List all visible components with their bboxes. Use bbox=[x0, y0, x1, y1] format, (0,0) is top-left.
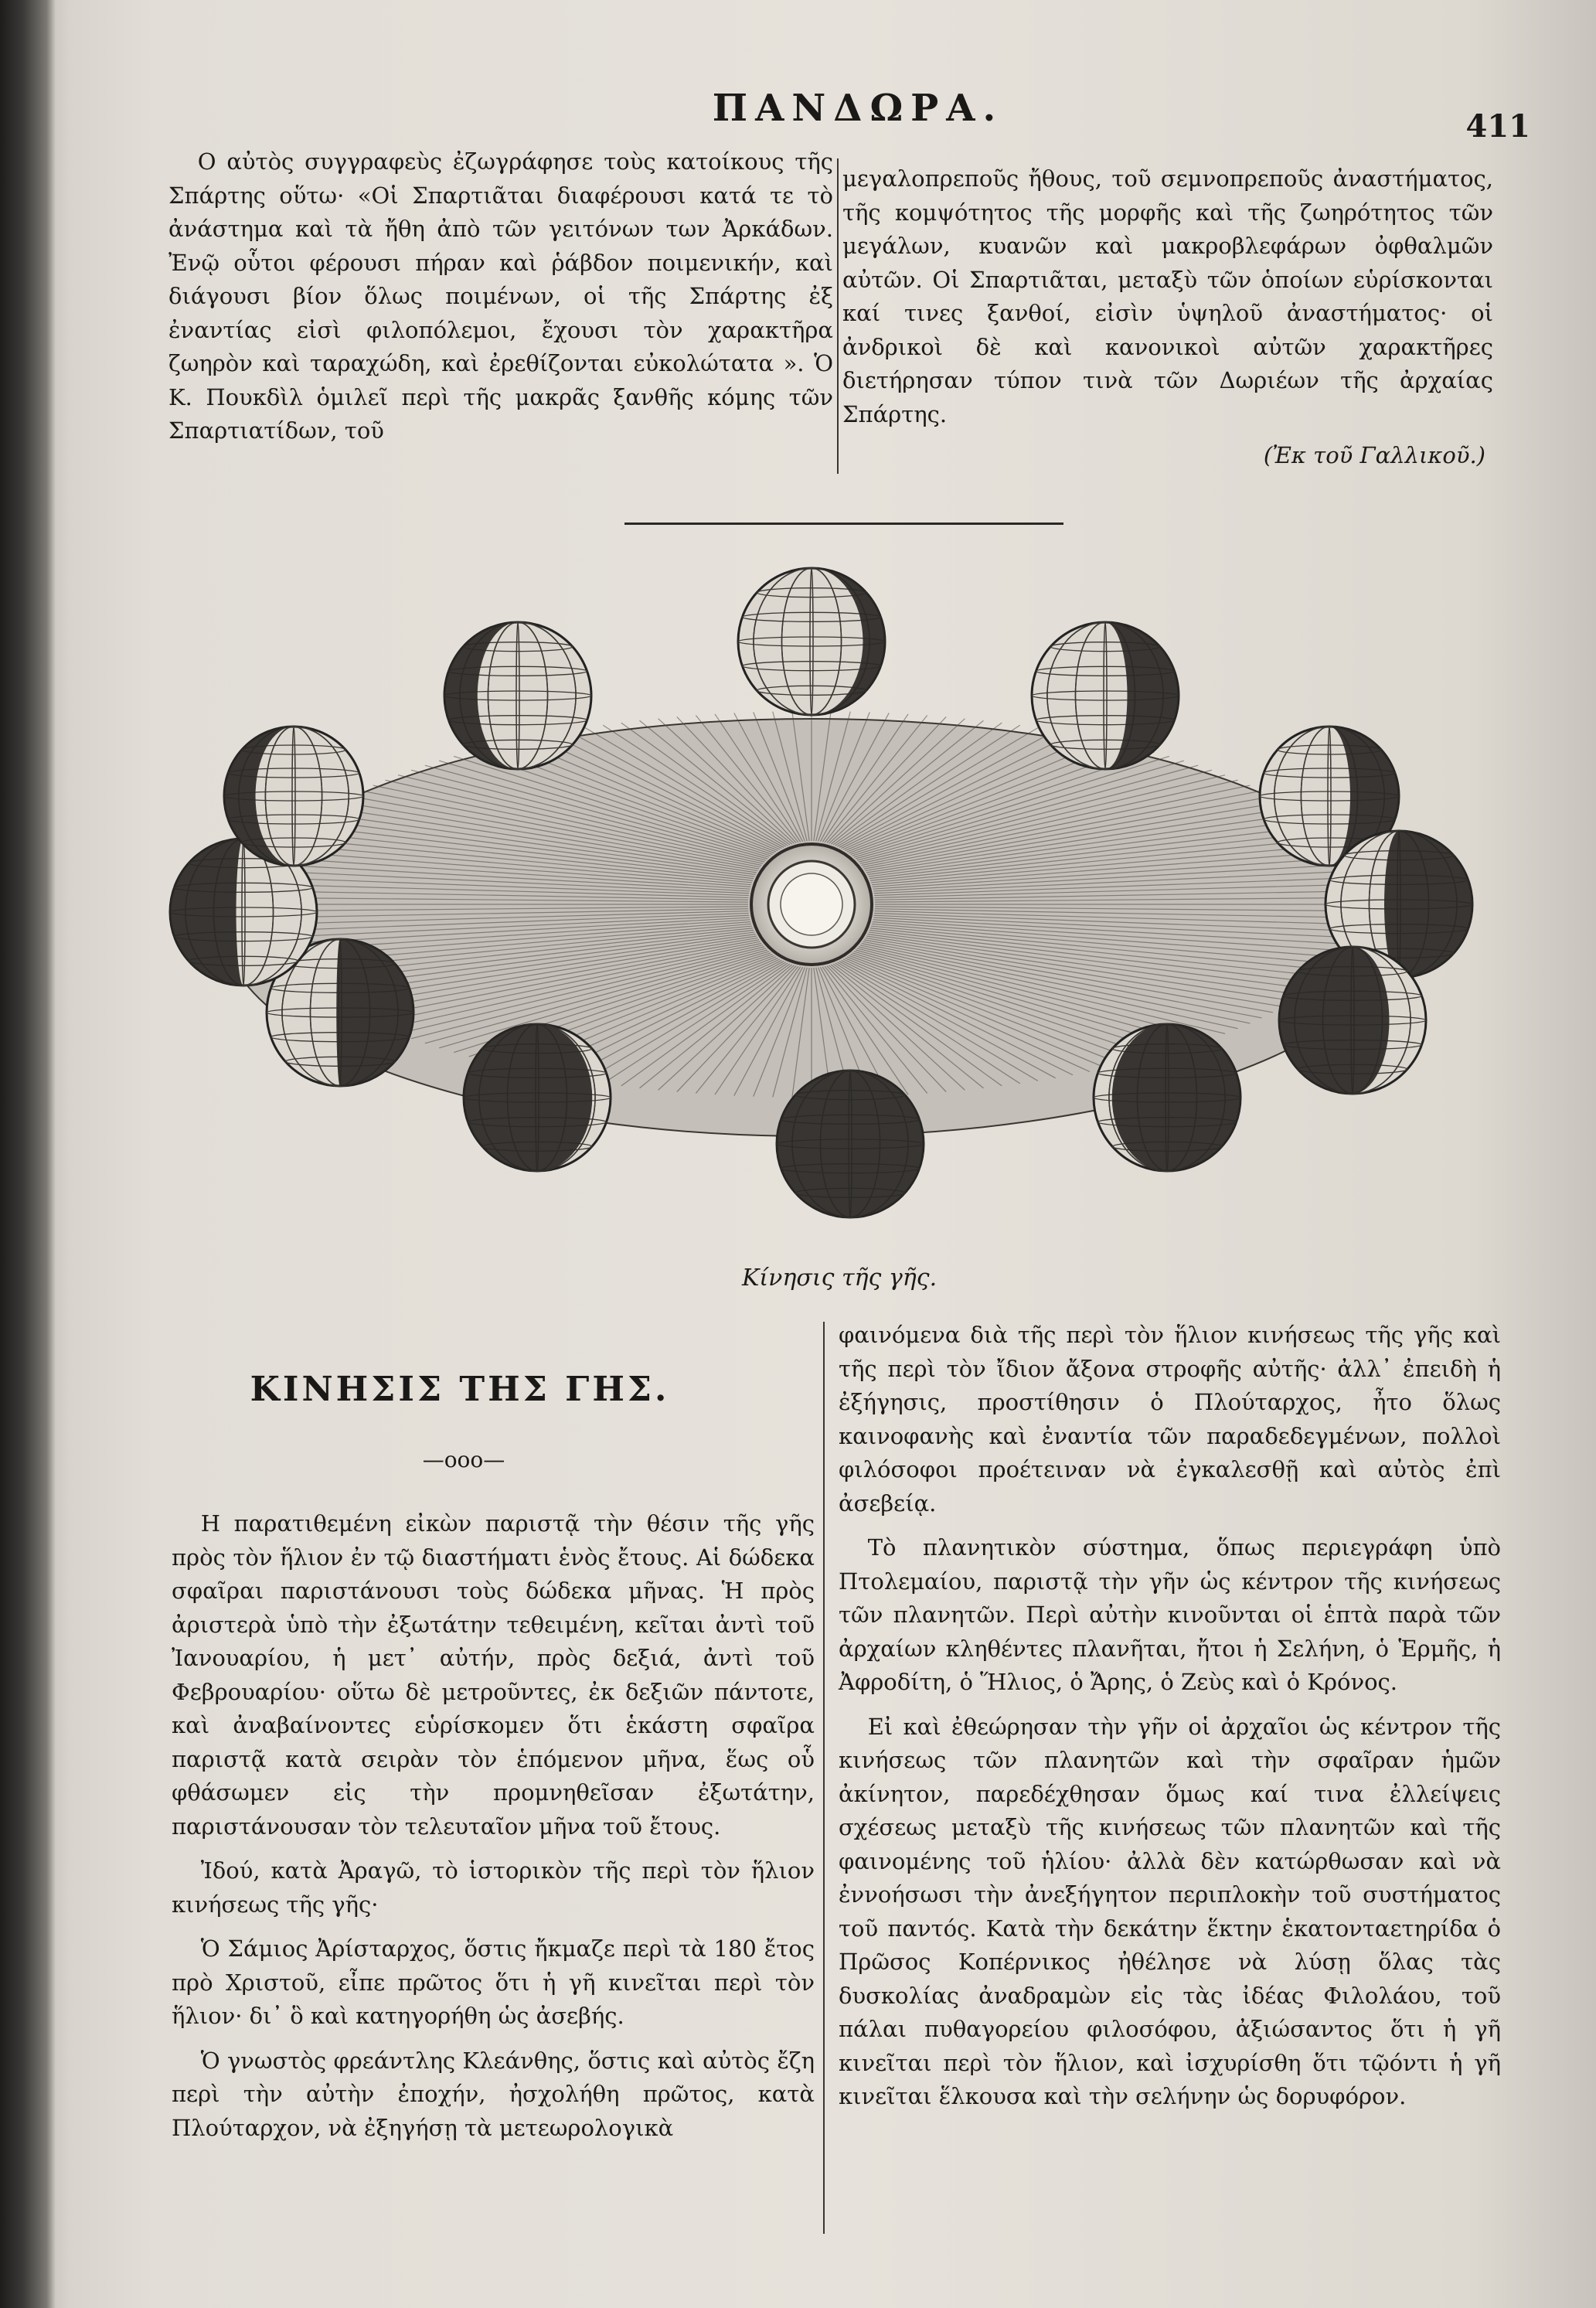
bottom-right-paragraph-3: Εἰ καὶ ἐθεώρησαν τὴν γῆν οἱ ἀρχαῖοι ὡς κέντρον τῆς κινήσεως τῶν πλανητῶν καὶ τὴν σφαῖραν ἡμῶν ἀκίνητον, παρεδέχθησαν ὅμως καί τινα ἐλλείψεις σχέσεως μεταξὺ τῆς κινήσεως τῶν πλανητῶν καὶ τῆς φαινομένης τοῦ ἡλίου· ἀλλὰ δὲν κατώρθωσαν καὶ νὰ ἐννοήσωσι τὴν ἀνεξήγητον περιπλοκὴν τοῦ συστήματος τοῦ παντός. Κατὰ τὴν δεκάτην ἕκτην ἑκατονταετηρίδα ὁ Πρῶσος Κοπέρνικος ἠθέλησε νὰ λύσῃ ὅλας τὰς δυσκολίας ἀναδραμὼν εἰς τὰς ἰδέας Φιλολάου, τοῦ πάλαι πυθαγορείου φιλοσόφου, ἀξιώσαντος ὅτι ἡ γῆ κινεῖται περὶ τὸν ἥλιον, καὶ ἰσχυρίσθη ὅτι τῷόντι ἡ γῆ κινεῖται ἕλκουσα καὶ τὴν σελήνην ὡς δορυφόρον. bbox=[839, 1713, 1501, 2109]
globe-shadow bbox=[1384, 831, 1472, 978]
bottom-left-column bbox=[172, 1507, 815, 2145]
source-attribution: (Ἐκ τοῦ Γαλλικοῦ.) bbox=[1263, 442, 1485, 468]
section-heading: ΚΙΝΗΣΙΣ ΤΗΣ ΓΗΣ. bbox=[250, 1370, 670, 1409]
earth-globe bbox=[777, 1071, 924, 1217]
bottom-left-paragraph-1: Η παρατιθεμένη εἰκὼν παριστᾷ τὴν θέσιν τῆς γῆς πρὸς τὸν ἥλιον ἐν τῷ διαστήματι ἑνὸς ἔτους. Αἱ δώδεκα σφαῖραι παριστάνουσι τοὺς δώδεκα μῆνας. Ἡ πρὸς ἀριστερὰ ὑπὸ τὴν ἐξωτάτην τεθειμένη, κεῖται ἀντὶ τοῦ Ἰανουαρίου, ἡ μετ᾽ αὐτήν, πρὸς δεξιά, ἀντὶ τοῦ Φεβρουαρίου· οὕτω δὲ μετροῦντες, ἐκ δεξιῶν πάντοτε, καὶ ἀναβαίνοντες εὑρίσκομεν ὅτι ἑκάστη σφαῖρα παριστᾷ κατὰ σειρὰν τὸν ἑπόμενον μῆνα, ἕως οὗ φθάσωμεν εἰς τὴν προμνηθεῖσαν ἐξωτάτην, παριστάνουσαν τὸν τελευταῖον μῆνα τοῦ ἔτους. bbox=[172, 1510, 815, 1840]
earth-globe bbox=[444, 622, 591, 769]
column-divider-top bbox=[837, 158, 839, 474]
earth-globe bbox=[1032, 622, 1179, 769]
top-left-paragraph: Ο αὐτὸς συγγραφεὺς ἐζωγράφησε τοὺς κατοίκους τῆς Σπάρτης οὕτω· «Οἱ Σπαρτιᾶται διαφέρουσι κατά τε τὸ ἀνάστημα καὶ τὰ ἤθη ἀπὸ τῶν γειτόνων των Ἀρκάδων. Ἐνῷ οὗτοι φέρουσι πήραν καὶ ῥάβδον ποιμενικήν, καὶ διάγουσι βίον ὅλως ποιμένων, οἱ τῆς Σπάρτης ἐξ ἐναντίας εἰσὶ φιλοπόλεμοι, ἔχουσι τὸν χαρακτῆρα ζωηρὸν καὶ ταραχώδη, καὶ ἐρεθίζονται εὐκολώτατα ». Ὁ Κ. Πουκδὶλ ὁμιλεῖ περὶ τῆς μακρᾶς ξανθῆς κόμης τῶν Σπαρτιατίδων, τοῦ bbox=[168, 148, 833, 444]
earth-globe bbox=[738, 568, 885, 715]
bottom-left-paragraph-3: Ὁ Σάμιος Ἀρίσταρχος, ὅστις ἤκμαζε περὶ τὰ 180 ἔτος πρὸ Χριστοῦ, εἶπε πρῶτος ὅτι ἡ γῆ κινεῖται περὶ τὸν ἥλιον· δι᾽ ὃ καὶ κατηγορήθη ὡς ἀσεβής. bbox=[172, 1935, 815, 2029]
sun-core bbox=[781, 873, 842, 935]
earth-globe bbox=[464, 1024, 611, 1171]
earth-orbit-illustration bbox=[116, 541, 1507, 1314]
bottom-right-paragraph-2: Τὸ πλανητικὸν σύστημα, ὅπως περιεγράφη ὑπὸ Πτολεμαίου, παριστᾷ τὴν γῆν ὡς κέντρον τῆς κινήσεως τῶν πλανητῶν. Περὶ αὐτὴν κινοῦνται οἱ ἑπτὰ παρὰ τῶν ἀρχαίων κληθέντες πλανῆται, ἤτοι ἡ Σελήνη, ὁ Ἑρμῆς, ἡ Ἀφροδίτη, ὁ Ἥλιος, ὁ Ἄρης, ὁ Ζεὺς καὶ ὁ Κρόνος. bbox=[839, 1534, 1501, 1695]
journal-title: ΠΑΝΔΩΡΑ. bbox=[712, 87, 1004, 130]
bottom-left-paragraph-2: Ἰδού, κατὰ Ἀραγῶ, τὸ ἱστορικὸν τῆς περὶ τὸν ἥλιον κινήσεως τῆς γῆς· bbox=[172, 1857, 815, 1918]
section-ornament: —ooo— bbox=[422, 1447, 505, 1472]
book-binding-shadow bbox=[0, 0, 56, 2308]
section-rule bbox=[624, 523, 1063, 525]
top-right-column bbox=[842, 162, 1493, 473]
bottom-left-paragraph-4: Ὁ γνωστὸς φρεάντλης Κλεάνθης, ὅστις καὶ αὐτὸς ἔζη περὶ τὴν αὐτὴν ἐποχήν, ἠσχολήθη πρῶτος, κατὰ Πλούταρχον, νὰ ἐξηγήσῃ τὰ μετεωρολογικὰ bbox=[172, 2047, 815, 2141]
globe-shadow bbox=[170, 839, 243, 985]
page-number: 411 bbox=[1465, 108, 1530, 145]
globe-shadow bbox=[777, 1071, 924, 1217]
earth-globe bbox=[224, 727, 363, 866]
bottom-right-paragraph-1: φαινόμενα διὰ τῆς περὶ τὸν ἥλιον κινήσεως τῆς γῆς καὶ τῆς περὶ τὸν ἴδιον ἄξονα στροφῆς αὐτῆς· ἀλλ᾽ ἐπειδὴ ἡ ἐξήγησις, προστίθησιν ὁ Πλούταρχος, ἦτο ὅλως καινοφανὴς καὶ ἐναντία τῶν παραδεδεγμένων, πολλοὶ φιλόσοφοι προέτειναν νὰ ἐγκαλεσθῇ καὶ αὐτὸς ἐπὶ ἀσεβείᾳ. bbox=[839, 1322, 1501, 1517]
figure-caption: Κίνησις τῆς γῆς. bbox=[742, 1265, 938, 1292]
earth-globe bbox=[1094, 1024, 1240, 1171]
top-left-column bbox=[168, 145, 833, 448]
bottom-right-column bbox=[839, 1319, 1501, 2114]
top-right-paragraph: μεγαλοπρεποῦς ἤθους, τοῦ σεμνοπρεποῦς ἀναστήματος, τῆς κομψότητος τῆς μορφῆς καὶ τῆς ζωηρότητος τῶν μεγάλων, κυανῶν καὶ μακροβλεφάρων ὀφθαλμῶν αὐτῶν. Οἱ Σπαρτιᾶται, μεταξὺ τῶν ὁποίων εὑρίσκονται καί τινες ξανθοί, εἰσὶν ὑψηλοῦ ἀναστήματος· οἱ ἀνδρικοὶ δὲ καὶ κανονικοὶ αὐτῶν χαρακτῆρες διετήρησαν τύπον τινὰ τῶν Δωριέων τῆς ἀρχαίας Σπάρτης. bbox=[842, 165, 1493, 427]
earth-globe bbox=[1279, 947, 1426, 1094]
column-divider-bottom bbox=[823, 1322, 825, 2234]
